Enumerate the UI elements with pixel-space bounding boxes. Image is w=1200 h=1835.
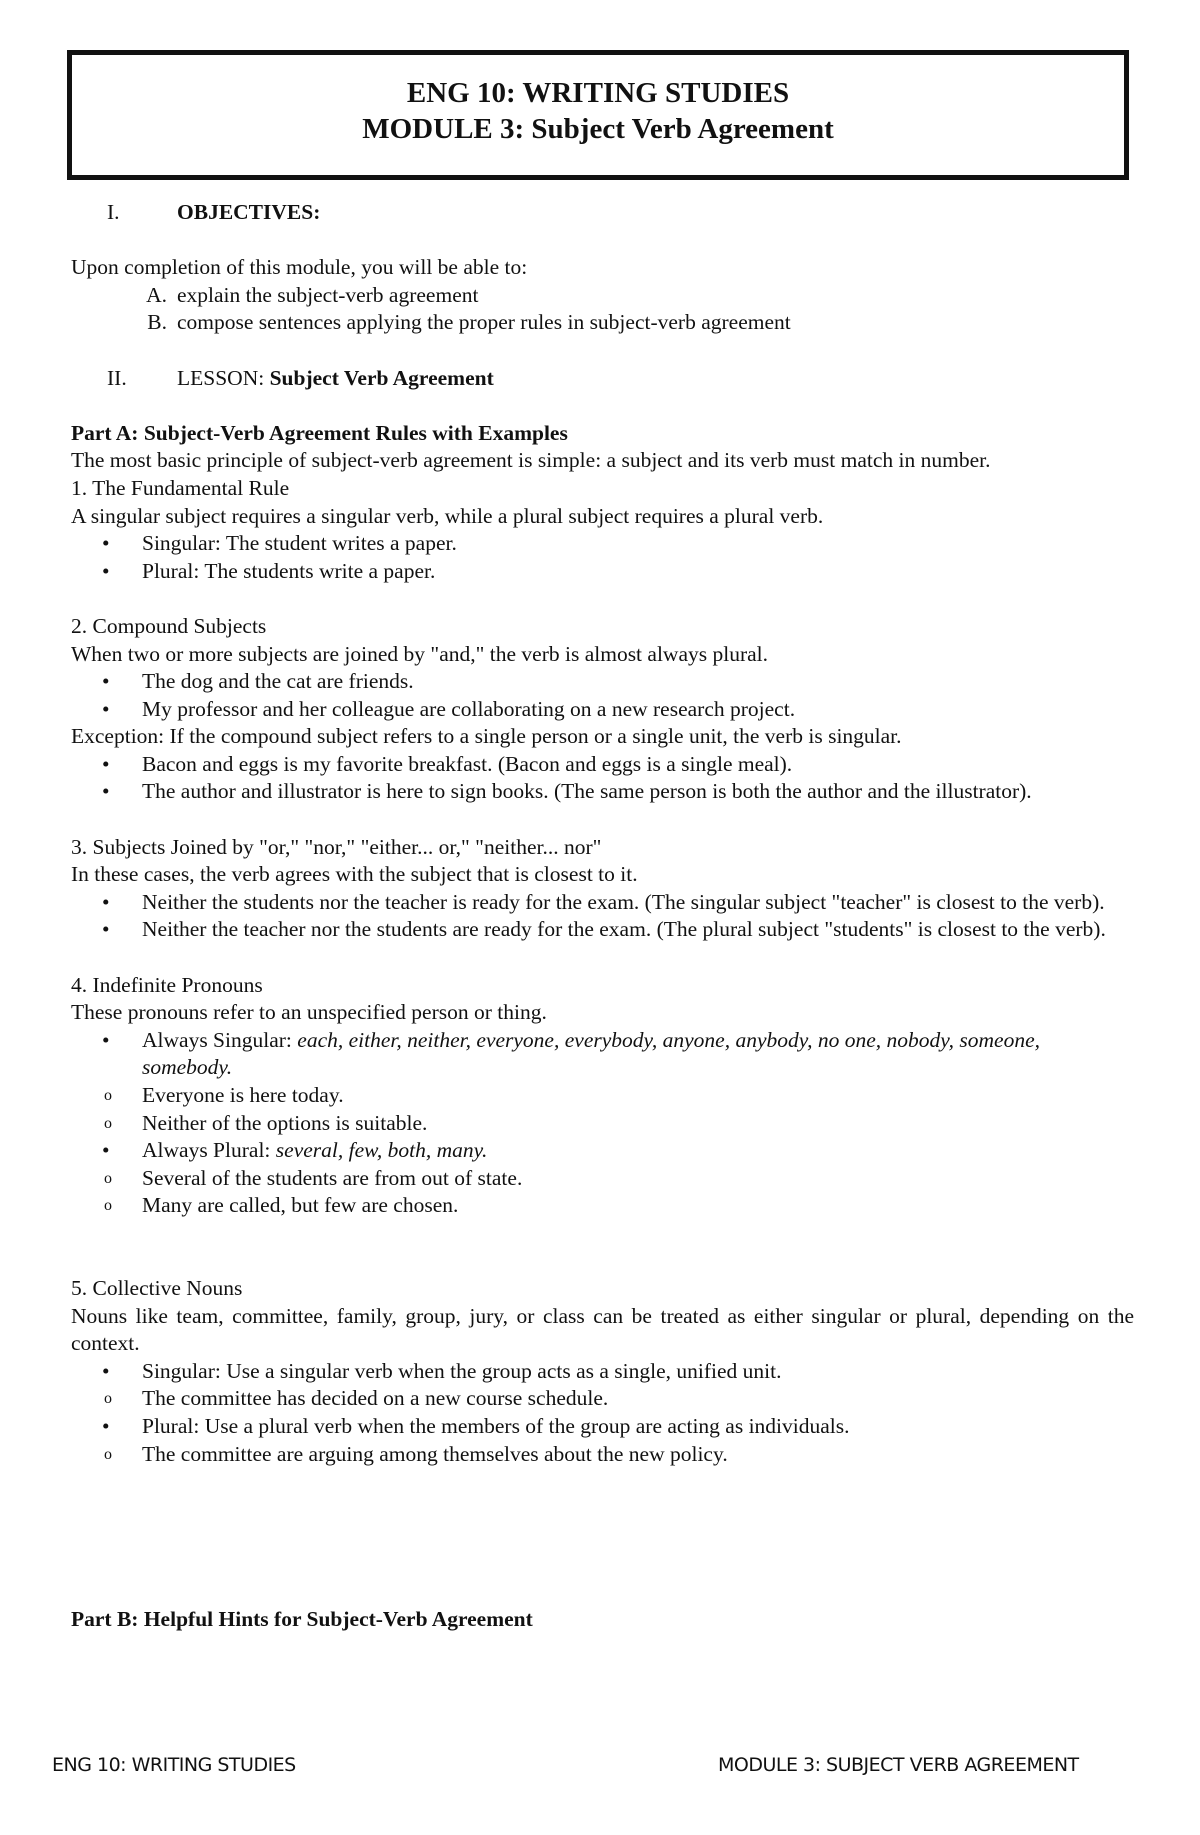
course-title: ENG 10: WRITING STUDIES [406,77,790,109]
list-text: compose sentences applying the proper rules in subject-verb agreement [177,310,791,335]
bullet-icon: • [102,531,110,556]
list-item [71,1082,1134,1110]
rule-2-examples [71,668,1134,723]
list-text: The author and illustrator is here to sign books. (The same person is both the author and the illustrator). [142,779,1032,804]
bullet-icon: • [102,1138,110,1163]
list-text: Singular: The student writes a paper. [142,531,457,556]
list-item [71,1413,1134,1441]
rule-1-examples [71,530,1134,585]
lesson-label: LESSON: [177,365,265,390]
list-text: explain the subject-verb agreement [177,282,479,307]
part-a-intro: The most basic principle of subject-verb agreement is simple: a subject and its verb must match in number. [71,448,991,473]
rule-2-exception-examples [71,751,1134,806]
list-item [71,309,1134,337]
rule-5-desc: Nouns like team, committee, family, group, jury, or class can be treated as either singular or plural, depending on the context. [71,1303,1134,1356]
footer-module: MODULE 3: SUBJECT VERB AGREEMENT [718,1754,1079,1776]
bullet-icon: • [102,751,110,776]
list-item [71,1358,1134,1386]
list-item [71,668,1134,696]
list-item [71,916,1134,944]
list-text: Neither the students nor the teacher is ready for the exam. (The singular subject "teacher" is closest to the verb). [142,889,1105,914]
bullet-icon: • [102,1027,110,1052]
lesson-title: Subject Verb Agreement [269,365,494,390]
list-item [71,1110,1134,1138]
rule-2-title: 2. Compound Subjects [71,613,267,638]
list-item [71,530,1134,558]
part-b-heading: Part B: Helpful Hints for Subject-Verb Agreement [71,1607,533,1632]
rule-3-title: 3. Subjects Joined by "or," "nor," "either... or," "neither... nor" [71,834,602,859]
bullet-icon: • [102,1413,110,1438]
list-text: Plural: The students write a paper. [142,558,436,583]
list-text: Plural: Use a plural verb when the members of the group are acting as individuals. [142,1413,850,1438]
list-item [71,889,1134,917]
bullet-icon: • [102,558,110,583]
section-number: I. [107,200,120,224]
list-marker: A. [146,282,167,307]
rule-3-examples [71,889,1134,944]
bullet-icon: • [102,1358,110,1383]
list-text: Singular: Use a singular verb when the group acts as a single, unified unit. [142,1358,782,1383]
list-text: The committee are arguing among themselves about the new policy. [142,1441,728,1466]
singular-pronouns: each, either, neither, everyone, everybody, anyone, anybody, no one, nobody, someone, somebody. [142,1027,1040,1080]
rule-1-title: 1. The Fundamental Rule [71,475,290,500]
list-text: Many are called, but few are chosen. [142,1193,459,1218]
plural-pronouns: several, few, both, many. [275,1138,488,1163]
list-item [71,1385,1134,1413]
bullet-icon: • [102,779,110,804]
rule-2-exception: Exception: If the compound subject refers to a single person or a single unit, the verb is singular. [71,724,902,749]
document-body [71,199,1134,1634]
title-box [67,50,1129,180]
list-item [71,778,1134,806]
list-item [71,282,1134,310]
circle-bullet-icon: o [104,1445,112,1463]
list-item [71,696,1134,724]
rule-3-desc: In these cases, the verb agrees with the subject that is closest to it. [71,862,638,887]
singular-label: Always Singular: [142,1027,298,1052]
list-text: Neither of the options is suitable. [142,1110,428,1135]
list-text: My professor and her colleague are collaborating on a new research project. [142,696,796,721]
rule-1-desc: A singular subject requires a singular verb, while a plural subject requires a plural verb. [71,503,824,528]
list-item [71,558,1134,586]
footer-course: ENG 10: WRITING STUDIES [52,1754,296,1776]
list-text: The dog and the cat are friends. [142,669,414,694]
bullet-icon: • [102,917,110,942]
rule-4-desc: These pronouns refer to an unspecified person or thing. [71,1000,547,1025]
circle-bullet-icon: o [104,1169,112,1187]
lesson-heading [71,365,1134,393]
list-text: Everyone is here today. [142,1083,344,1107]
rule-5-list [71,1358,1134,1468]
part-a-heading: Part A: Subject-Verb Agreement Rules with Examples [71,420,568,445]
list-text: Bacon and eggs is my favorite breakfast. (Bacon and eggs is a single meal). [142,751,793,776]
section-number: II. [107,365,127,390]
circle-bullet-icon: o [104,1114,112,1132]
list-marker: B. [147,310,167,335]
list-item [71,1441,1134,1469]
objectives-list [71,282,1134,337]
list-text: Several of the students are from out of state. [142,1165,523,1190]
list-text: Neither the teacher nor the students are ready for the exam. (The plural subject "students" is closest to the verb). [142,917,1106,942]
list-item [71,1137,1134,1165]
section-title: OBJECTIVES: [177,200,321,224]
bullet-icon: • [102,669,110,694]
rule-2-desc: When two or more subjects are joined by "and," the verb is almost always plural. [71,641,769,666]
list-item [71,1192,1134,1220]
circle-bullet-icon: o [104,1390,112,1408]
list-text: The committee has decided on a new course schedule. [142,1386,609,1411]
bullet-icon: • [102,696,110,721]
plural-label: Always Plural: [142,1138,276,1163]
circle-bullet-icon: o [104,1197,112,1215]
objectives-heading [71,199,1134,227]
module-title: MODULE 3: Subject Verb Agreement [362,113,834,145]
bullet-icon: • [102,889,110,914]
objectives-intro: Upon completion of this module, you will be able to: [71,255,528,280]
rule-4-title: 4. Indefinite Pronouns [71,972,263,997]
list-item [71,1165,1134,1193]
circle-bullet-icon: o [104,1087,112,1104]
list-item [71,751,1134,779]
list-item [71,1027,1134,1082]
rule-4-list [71,1027,1134,1220]
rule-5-title: 5. Collective Nouns [71,1275,243,1300]
